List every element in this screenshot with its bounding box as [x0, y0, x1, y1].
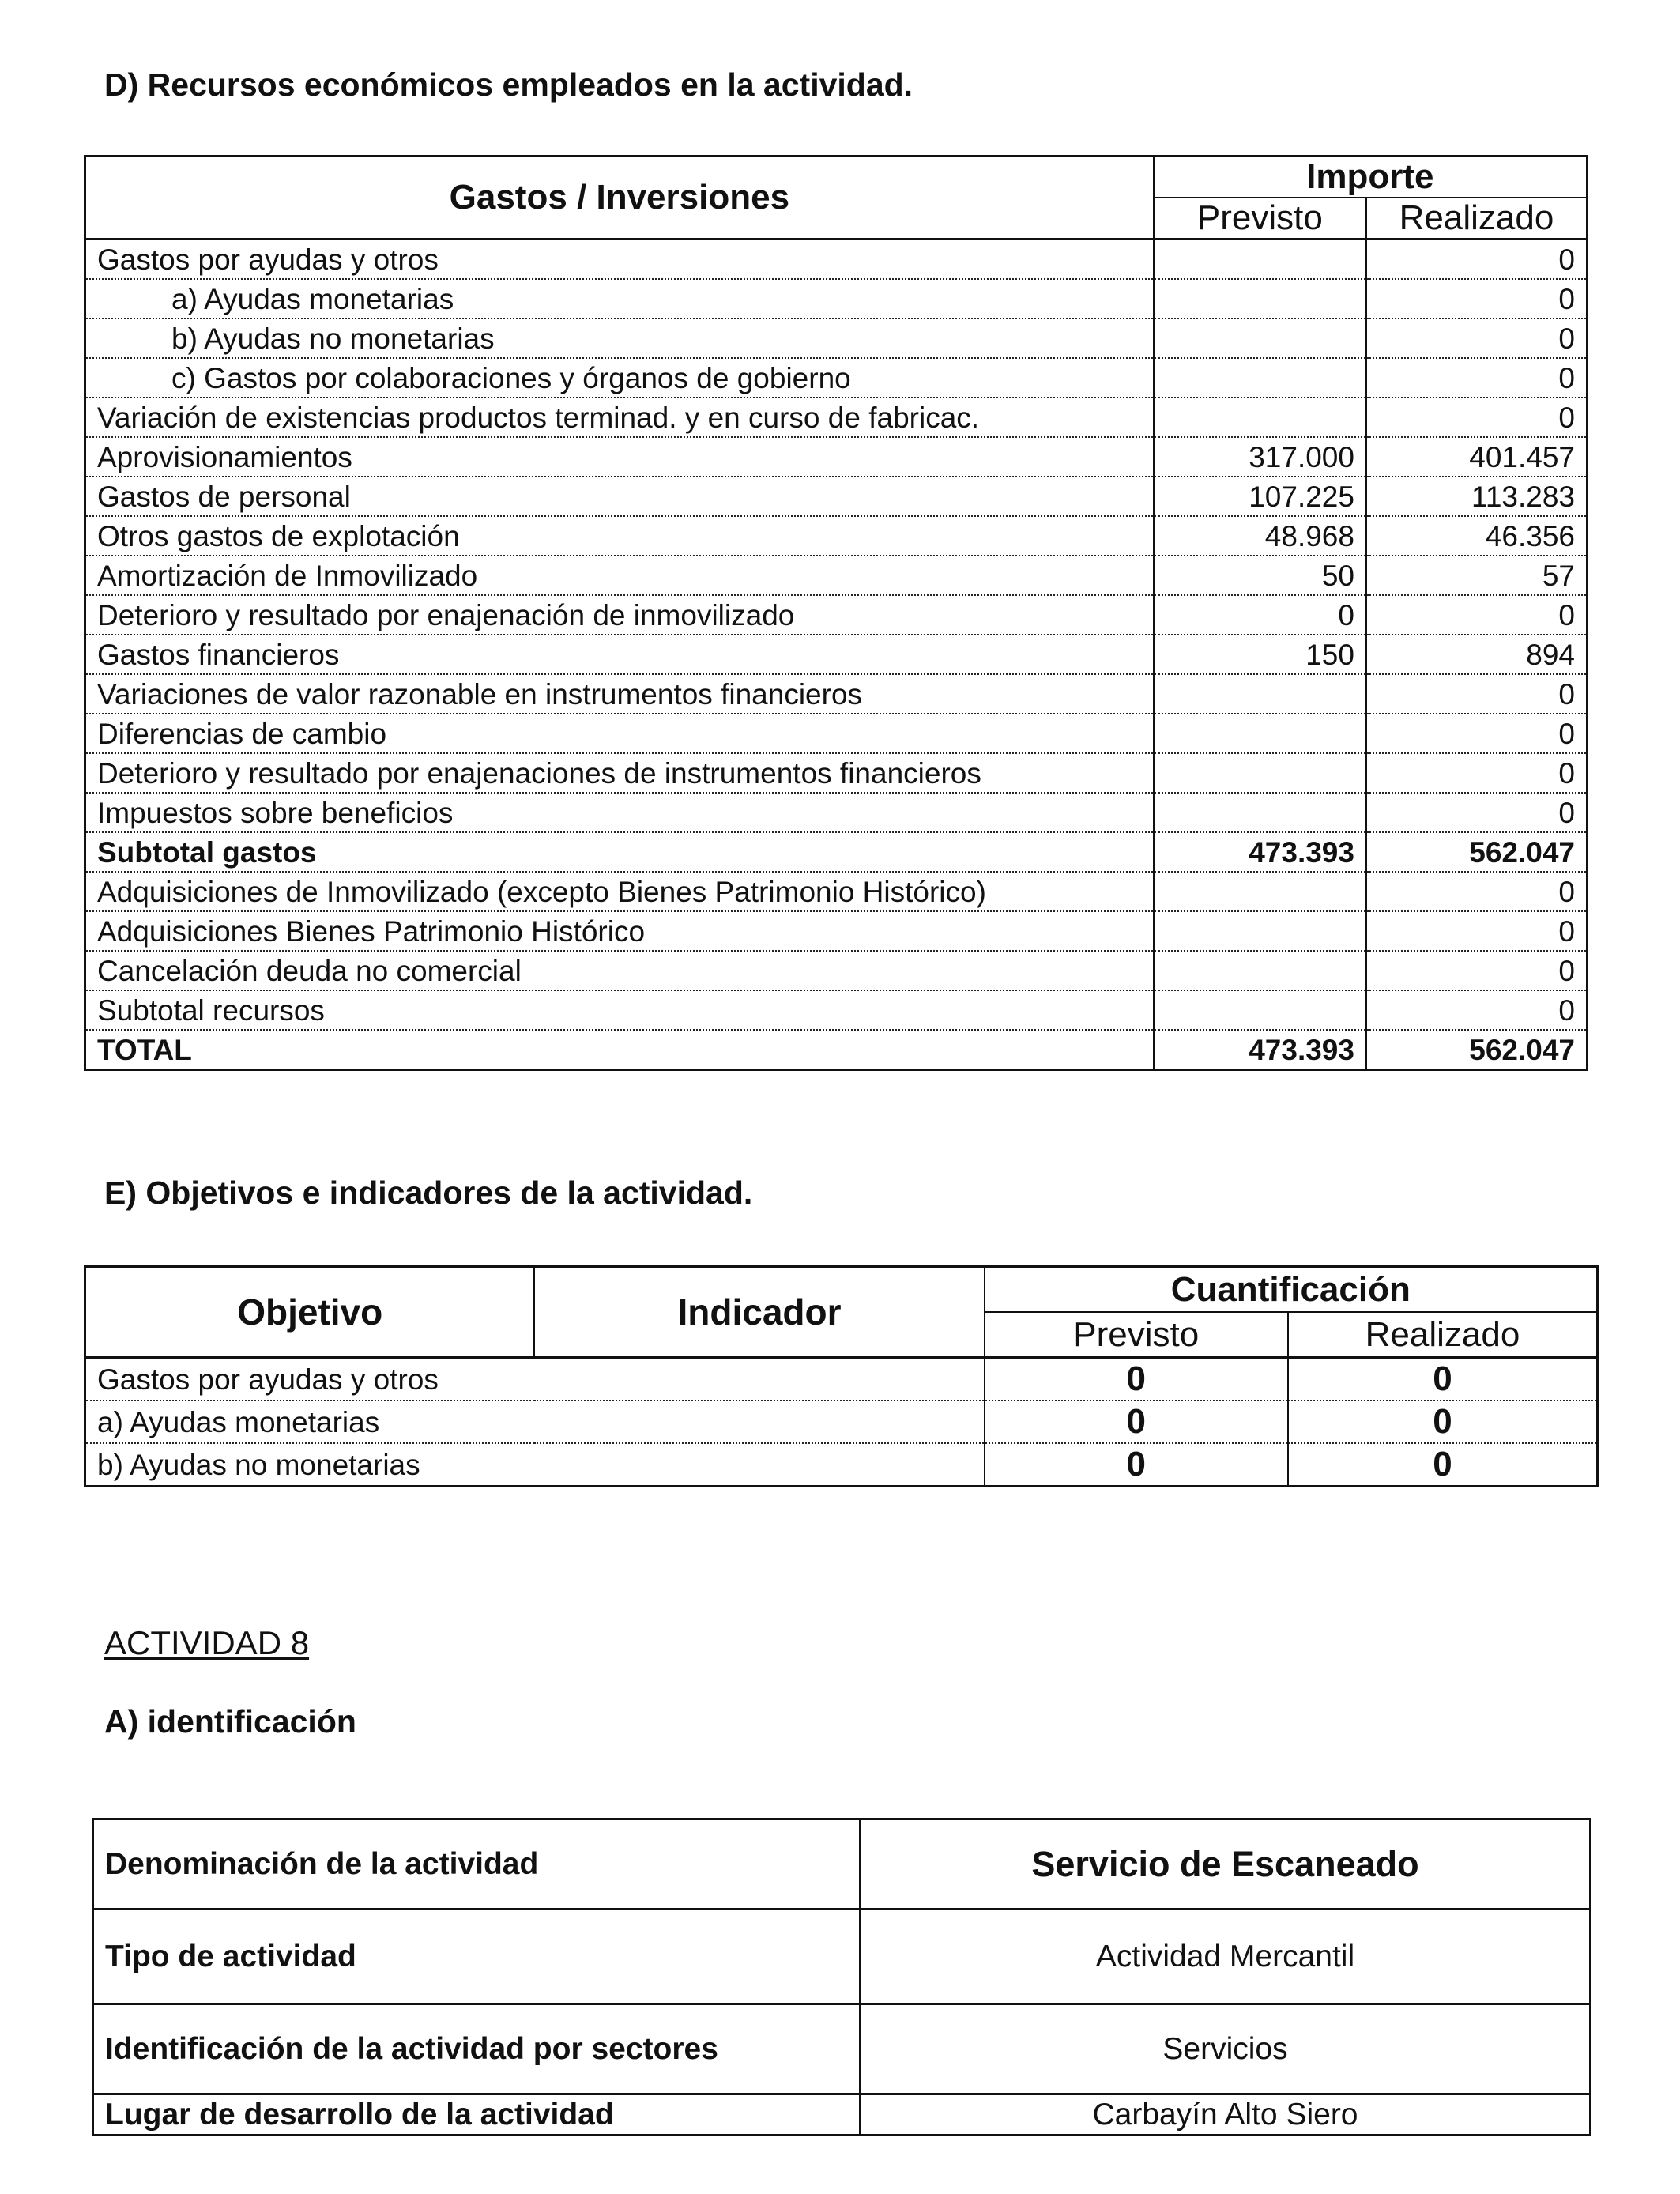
table-row	[85, 279, 1588, 319]
row-realizado: 0	[1366, 674, 1588, 714]
row-label: b) Ayudas no monetarias	[85, 319, 1154, 358]
row-previsto	[1154, 674, 1366, 714]
row-previsto	[1154, 951, 1366, 990]
row-realizado: 0	[1366, 714, 1588, 753]
row-previsto: 473.393	[1154, 1030, 1366, 1070]
table-row	[85, 990, 1588, 1030]
table-row	[93, 1819, 1591, 1909]
row-previsto	[1154, 793, 1366, 832]
table-row	[85, 1443, 1598, 1487]
row-previsto: 0	[1154, 595, 1366, 635]
row-label: Gastos por ayudas y otros	[85, 239, 1154, 280]
row-previsto: 317.000	[1154, 437, 1366, 477]
row-realizado: 562.047	[1366, 832, 1588, 872]
field-label: Denominación de la actividad	[93, 1819, 861, 1909]
row-realizado: 57	[1366, 556, 1588, 595]
row-realizado: 0	[1288, 1358, 1598, 1401]
row-realizado: 0	[1366, 239, 1588, 280]
table-row	[85, 437, 1588, 477]
row-label: Variaciones de valor razonable en instrumentos financieros	[85, 674, 1154, 714]
identificacion-table	[92, 1818, 1591, 2136]
row-realizado: 0	[1366, 951, 1588, 990]
row-realizado: 0	[1366, 793, 1588, 832]
row-label: Amortización de Inmovilizado	[85, 556, 1154, 595]
header-previsto: Previsto	[1154, 198, 1366, 239]
row-label: Aprovisionamientos	[85, 437, 1154, 477]
table-row	[85, 1030, 1588, 1070]
row-realizado: 0	[1366, 279, 1588, 319]
row-realizado: 0	[1288, 1443, 1598, 1487]
row-previsto: 50	[1154, 556, 1366, 595]
row-label: Impuestos sobre beneficios	[85, 793, 1154, 832]
row-previsto	[1154, 911, 1366, 951]
row-previsto	[1154, 714, 1366, 753]
table-row	[85, 1400, 1598, 1443]
table-row	[85, 398, 1588, 437]
row-realizado: 0	[1366, 319, 1588, 358]
table-row	[85, 516, 1588, 556]
table-header-row	[85, 1267, 1598, 1313]
table-row	[85, 239, 1588, 280]
field-label: Tipo de actividad	[93, 1909, 861, 2004]
table-row	[85, 872, 1588, 911]
objetivos-table	[84, 1265, 1599, 1487]
row-previsto: 0	[985, 1443, 1288, 1487]
field-value: Carbayín Alto Siero	[861, 2094, 1591, 2136]
header-indicador: Indicador	[534, 1267, 984, 1358]
table-row	[85, 556, 1588, 595]
row-realizado: 0	[1366, 990, 1588, 1030]
row-realizado: 46.356	[1366, 516, 1588, 556]
row-realizado: 0	[1366, 753, 1588, 793]
field-value: Actividad Mercantil	[861, 1909, 1591, 2004]
row-label: Adquisiciones de Inmovilizado (excepto Bienes Patrimonio Histórico)	[85, 872, 1154, 911]
row-label: Deterioro y resultado por enajenaciones de instrumentos financieros	[85, 753, 1154, 793]
row-label: TOTAL	[85, 1030, 1154, 1070]
row-label: Gastos de personal	[85, 477, 1154, 516]
section-a-title: A) identificación	[104, 1703, 356, 1740]
row-label: Otros gastos de explotación	[85, 516, 1154, 556]
table-row	[85, 793, 1588, 832]
table-header-row	[85, 156, 1588, 198]
row-label: Adquisiciones Bienes Patrimonio Histórico	[85, 911, 1154, 951]
table-row	[85, 319, 1588, 358]
row-previsto	[1154, 279, 1366, 319]
row-label: a) Ayudas monetarias	[85, 279, 1154, 319]
table-row	[93, 2094, 1591, 2136]
header-cuantificacion: Cuantificación	[985, 1267, 1598, 1313]
row-previsto	[1154, 398, 1366, 437]
table-row	[85, 911, 1588, 951]
table-row	[85, 832, 1588, 872]
table-row	[85, 358, 1588, 398]
header-importe: Importe	[1154, 156, 1588, 198]
row-label: Subtotal recursos	[85, 990, 1154, 1030]
row-label: Subtotal gastos	[85, 832, 1154, 872]
row-realizado: 894	[1366, 635, 1588, 674]
header-objetivo: Objetivo	[85, 1267, 535, 1358]
table-row	[93, 2004, 1591, 2094]
table-row	[85, 674, 1588, 714]
row-label: Gastos financieros	[85, 635, 1154, 674]
row-realizado: 562.047	[1366, 1030, 1588, 1070]
row-previsto	[1154, 239, 1366, 280]
header-realizado: Realizado	[1366, 198, 1588, 239]
header-realizado: Realizado	[1288, 1312, 1598, 1358]
row-label: Cancelación deuda no comercial	[85, 951, 1154, 990]
row-realizado: 0	[1366, 358, 1588, 398]
row-label: b) Ayudas no monetarias	[85, 1443, 985, 1487]
row-realizado: 0	[1366, 872, 1588, 911]
row-realizado: 0	[1366, 911, 1588, 951]
row-label: c) Gastos por colaboraciones y órganos de gobierno	[85, 358, 1154, 398]
table-row	[85, 753, 1588, 793]
row-realizado: 113.283	[1366, 477, 1588, 516]
row-previsto	[1154, 358, 1366, 398]
row-previsto	[1154, 319, 1366, 358]
row-previsto: 0	[985, 1358, 1288, 1401]
row-previsto: 107.225	[1154, 477, 1366, 516]
recursos-table	[84, 155, 1588, 1071]
table-row	[85, 951, 1588, 990]
field-value: Servicio de Escaneado	[861, 1819, 1591, 1909]
table-row	[85, 477, 1588, 516]
row-previsto: 0	[985, 1400, 1288, 1443]
row-realizado: 0	[1288, 1400, 1598, 1443]
section-d-title: D) Recursos económicos empleados en la actividad.	[104, 66, 913, 103]
row-realizado: 401.457	[1366, 437, 1588, 477]
table-row	[93, 1909, 1591, 2004]
field-label: Lugar de desarrollo de la actividad	[93, 2094, 861, 2136]
table-row	[85, 595, 1588, 635]
row-previsto: 473.393	[1154, 832, 1366, 872]
row-realizado: 0	[1366, 595, 1588, 635]
row-label: Diferencias de cambio	[85, 714, 1154, 753]
row-label: a) Ayudas monetarias	[85, 1400, 985, 1443]
row-previsto: 150	[1154, 635, 1366, 674]
table-row	[85, 635, 1588, 674]
row-previsto	[1154, 990, 1366, 1030]
header-gastos-inversiones: Gastos / Inversiones	[85, 156, 1154, 239]
section-e-title: E) Objetivos e indicadores de la actividad.	[104, 1174, 753, 1211]
row-realizado: 0	[1366, 398, 1588, 437]
row-label: Gastos por ayudas y otros	[85, 1358, 985, 1401]
table-row	[85, 714, 1588, 753]
row-label: Variación de existencias productos terminad. y en curso de fabricac.	[85, 398, 1154, 437]
row-previsto: 48.968	[1154, 516, 1366, 556]
activity-heading: ACTIVIDAD 8	[104, 1624, 310, 1661]
row-previsto	[1154, 753, 1366, 793]
table-row	[85, 1358, 1598, 1401]
field-value: Servicios	[861, 2004, 1591, 2094]
field-label: Identificación de la actividad por sectores	[93, 2004, 861, 2094]
row-label: Deterioro y resultado por enajenación de inmovilizado	[85, 595, 1154, 635]
header-previsto: Previsto	[985, 1312, 1288, 1358]
row-previsto	[1154, 872, 1366, 911]
